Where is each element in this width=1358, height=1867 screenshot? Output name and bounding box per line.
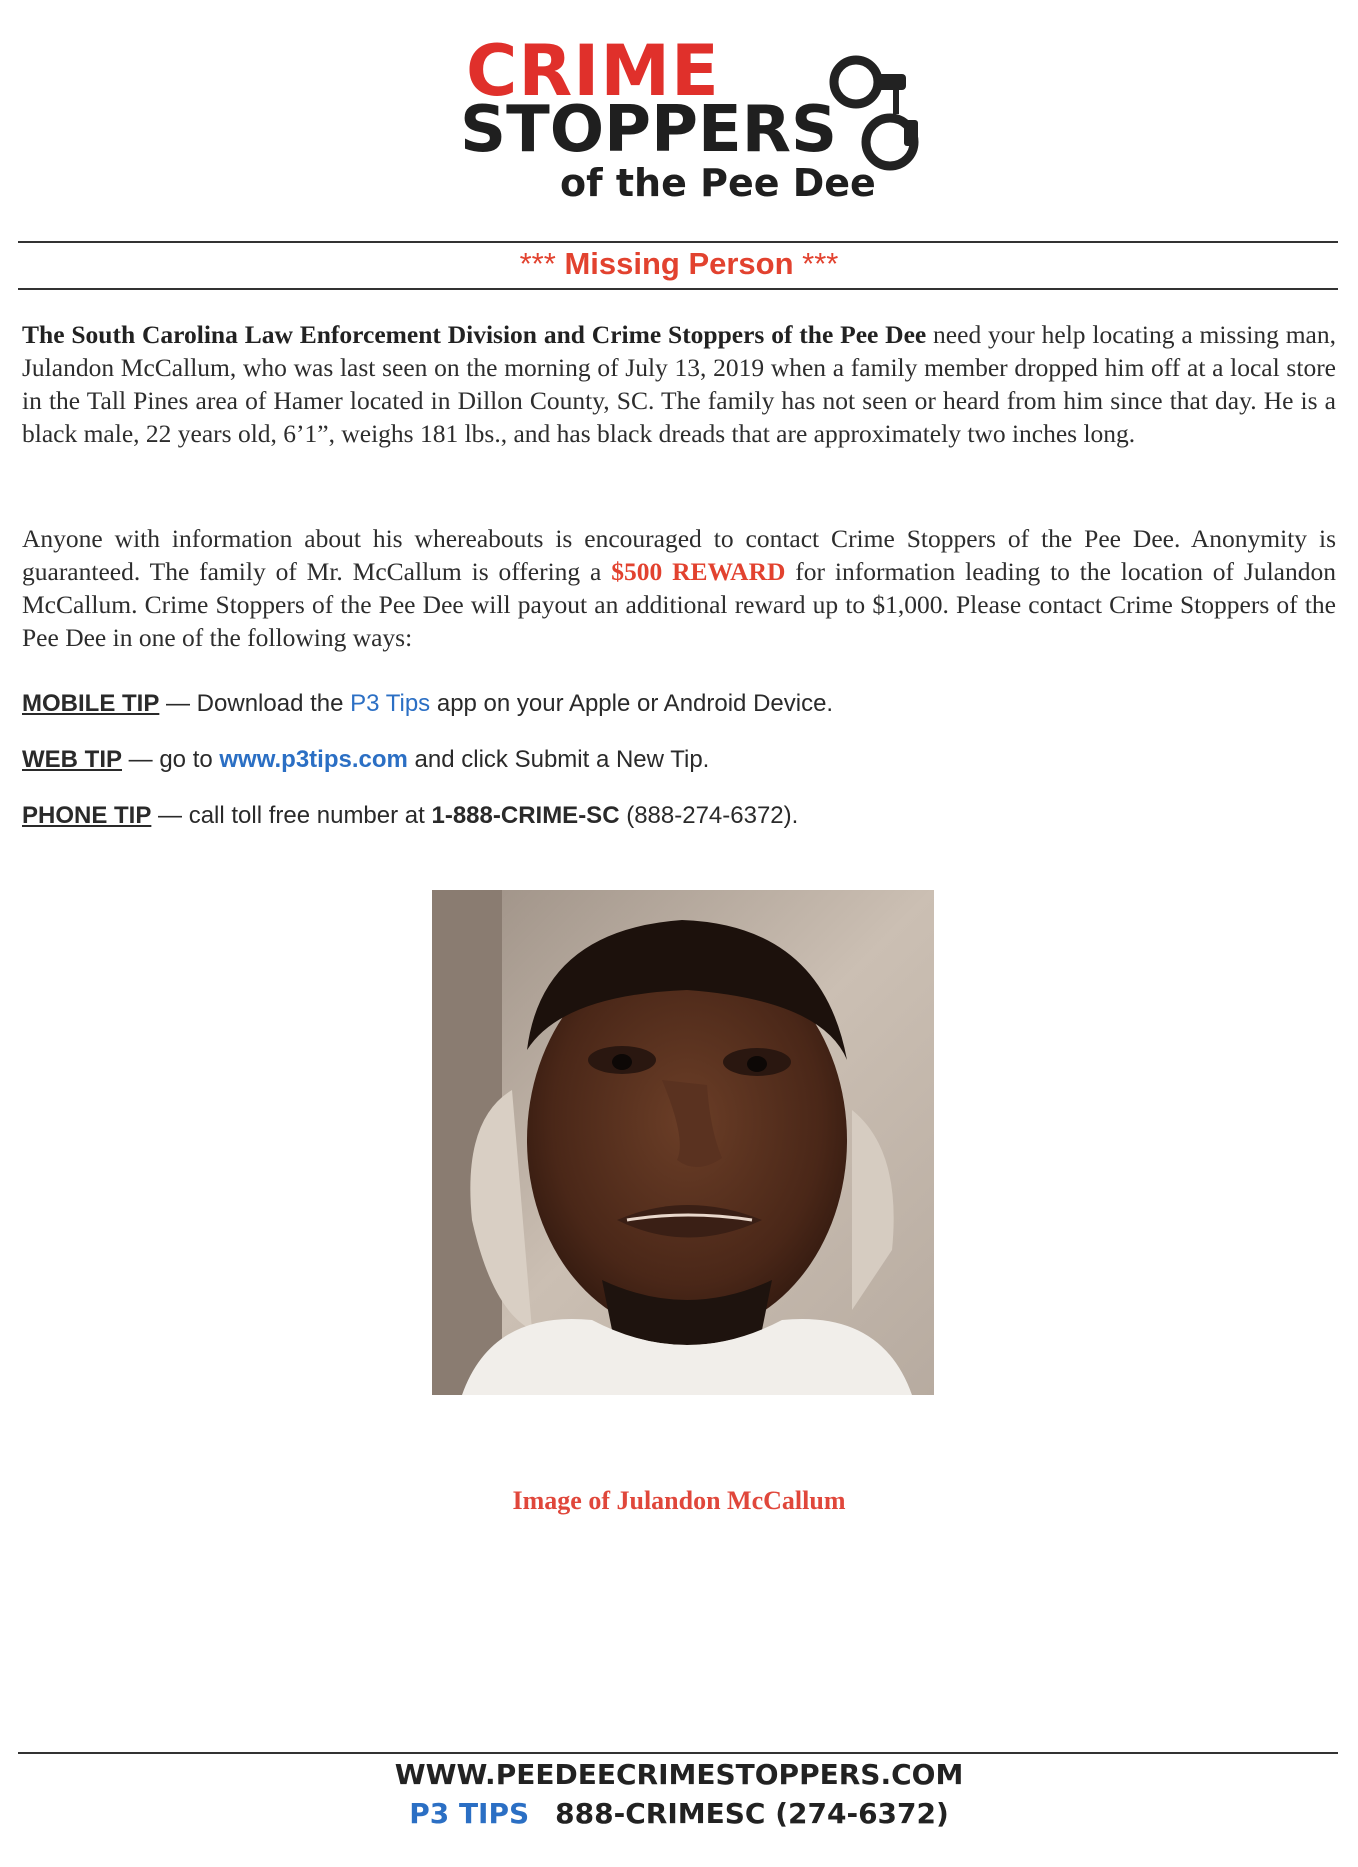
banner-stars-left: *** bbox=[519, 246, 556, 281]
description-paragraph bbox=[22, 318, 1336, 450]
phone-tip-text: — call toll free number at bbox=[151, 802, 432, 829]
handcuffs-icon bbox=[818, 44, 928, 179]
mobile-tip-text: — Download the bbox=[159, 690, 351, 717]
web-tip-line bbox=[22, 746, 709, 774]
banner-title: Missing Person bbox=[564, 246, 794, 281]
photo-caption: Image of Julandon McCallum bbox=[512, 1486, 846, 1515]
contact-text-before: Anyone with information about his whereabouts is encouraged to contact Crime Stoppers of the Pee Dee. Anonymity is guaranteed. The family of Mr. McCallum is offering a bbox=[22, 524, 1336, 586]
banner-stars-right: *** bbox=[802, 246, 839, 281]
footer-contact-line bbox=[0, 1797, 1358, 1830]
crime-stoppers-logo bbox=[460, 30, 930, 206]
missing-person-photo bbox=[432, 890, 934, 1395]
banner-divider bbox=[18, 288, 1338, 290]
mobile-tip-label: MOBILE TIP bbox=[22, 690, 160, 717]
top-divider bbox=[18, 241, 1338, 243]
contact-paragraph bbox=[22, 522, 1336, 654]
p3tips-url-link[interactable]: www.p3tips.com bbox=[219, 746, 408, 773]
logo-pee-dee-text: of the Pee Dee bbox=[560, 161, 876, 205]
phone-tip-label: PHONE TIP bbox=[22, 802, 152, 829]
web-tip-text: — go to bbox=[122, 746, 220, 773]
mobile-tip-rest: app on your Apple or Android Device. bbox=[430, 690, 834, 717]
mobile-tip-line bbox=[22, 690, 833, 718]
missing-person-banner bbox=[0, 246, 1358, 282]
phone-tip-rest: (888-274-6372). bbox=[619, 802, 799, 829]
footer-divider bbox=[18, 1752, 1338, 1754]
web-tip-rest: and click Submit a New Tip. bbox=[407, 746, 710, 773]
agencies-lead-text: The South Carolina Law Enforcement Division and Crime Stoppers of the Pee Dee bbox=[22, 320, 927, 349]
logo-stoppers-text: STOPPERS bbox=[460, 93, 838, 167]
phone-tip-number: 1-888-CRIME-SC bbox=[431, 802, 620, 829]
phone-tip-line bbox=[22, 802, 798, 830]
footer-website[interactable]: WWW.PEEDEECRIMESTOPPERS.COM bbox=[394, 1758, 964, 1791]
p3-tips-app-link[interactable]: P3 Tips bbox=[350, 690, 431, 717]
reward-amount: $500 REWARD bbox=[611, 557, 786, 586]
contact-text-after: for information leading to the location of Julandon McCallum. Crime Stoppers of the Pee Dee will payout an additional reward up to $1,000. Please contact Crime Stoppers of the Pee Dee in one of the following ways: bbox=[22, 557, 1336, 652]
description-body-text: need your help locating a missing man, Julandon McCallum, who was last seen on the morning of July 13, 2019 when a family member dropped him off at a local store in the Tall Pines area of Hamer located in Dillon County, SC. The family has not seen or heard from him since that day. He is a black male, 22 years old, 6’1”, weighs 181 lbs., and has black dreads that are approximately two inches long. bbox=[22, 320, 1336, 448]
web-tip-label: WEB TIP bbox=[22, 746, 122, 773]
footer-p3-tips: P3 TIPS bbox=[409, 1797, 530, 1830]
logo-crime-text: CRIME bbox=[466, 30, 720, 112]
footer-phone: 888-CRIMESC (274-6372) bbox=[555, 1797, 949, 1830]
